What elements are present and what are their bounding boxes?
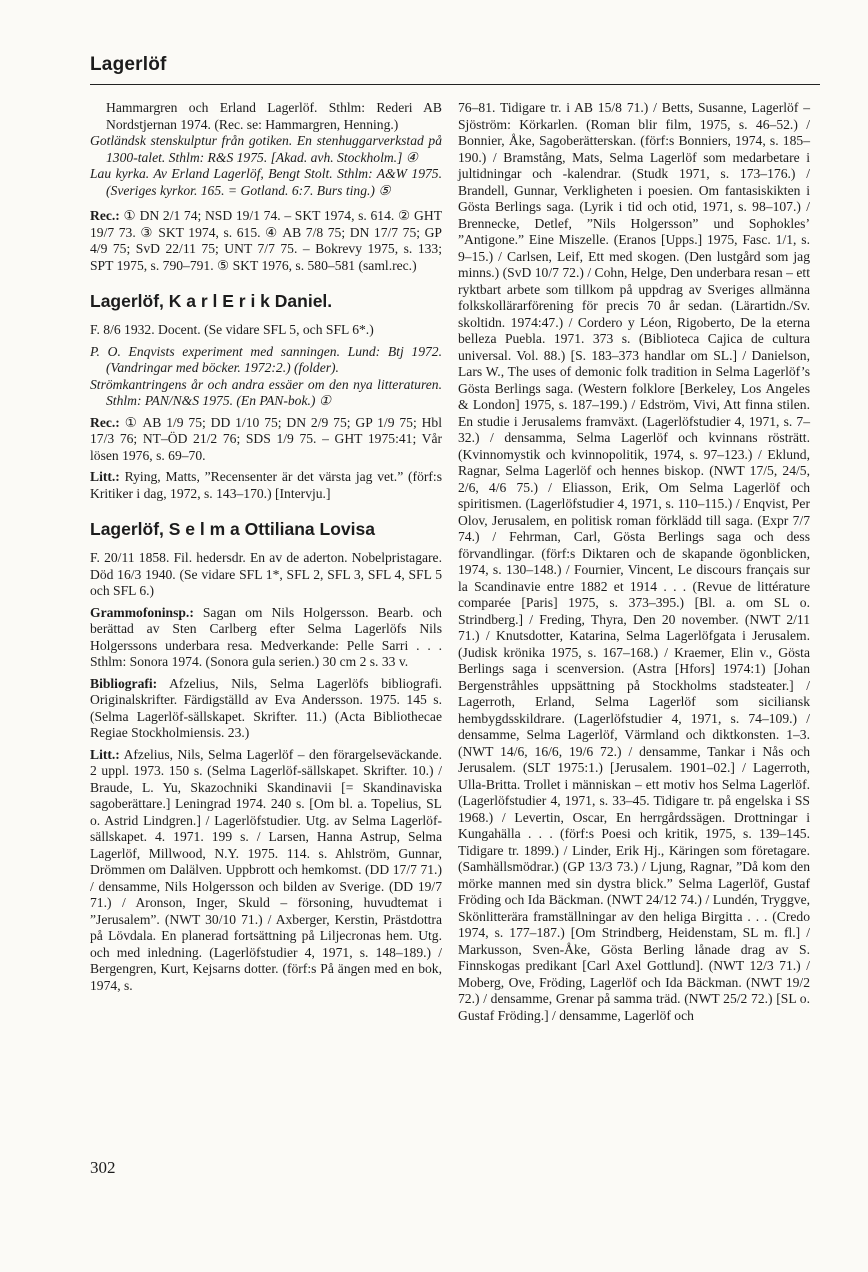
litt-block-selma [90, 747, 442, 995]
work-entry-gotlandsk: Gotländsk stenskulptur från gotiken. En stenhuggarverkstad på 1300-talet. Sthlm: R&S 1975. [Akad. avh. Stockholm.] ④ [90, 133, 442, 165]
work-entry-enqvist: P. O. Enqvists experiment med sanningen. Lund: Btj 1972. (Vandringar med böcker. 1972:2.) (folder). [90, 343, 442, 375]
spacer [90, 199, 442, 208]
rec-block-karl-erik [90, 415, 442, 465]
litt-text: Rying, Matts, ”Recensenter är det värsta jag vet.” (förf:s Kritiker i dag, 1972, s. 143–170.) [Intervju.] [90, 469, 442, 501]
rec-text: ① AB 1/9 75; DD 1/10 75; DN 2/9 75; GP 1/9 75; Hbl 17/3 76; NT–ÖD 21/2 76; SDS 1/9 75. – GHT 1975:41; Vår lösen 1976, s. 69–70. [90, 414, 442, 463]
bibl-block-selma [90, 676, 442, 742]
continuation-entry: Hammargren och Erland Lagerlöf. Sthlm: Rederi AB Nordstjernan 1974. (Rec. se: Hammargren, Henning.) [106, 100, 442, 132]
rec-text: ① DN 2/1 74; NSD 19/1 74. – SKT 1974, s. 614. ② GHT 19/7 73. ③ SKT 1974, s. 615. ④ AB 7/8 75; DN 17/7 75; GP 4/9 75; SvD 22/11 75; UNT 7/7 75. – Bokrevy 1975, s. 133; SPT 1975, s. 790–791. ⑤ SKT 1976, s. 580–581 (saml.rec.) [90, 208, 442, 273]
right-column [458, 100, 810, 1024]
litt-continuation: 76–81. Tidigare tr. i AB 15/8 71.) / Betts, Susanne, Lagerlöf – Sjöström: Körkarlen. (Roman blir film, 1975, s. 46–52.) / Bonnier, Åke, Sagoberätterskan. (förf:s Bonniers, 1974, s. 185–190.) / Bramstång, Mats, Selma Lagerlöf som medarbetare i jultidningar och -kalendrar. (Studk 1971, s. 173–176.) / Brandell, Gunnar, Verkligheten i poesien. Om fantasiskikten i Gösta Berlings saga. (Lyrik i tid och otid, 1971, s. 98–107.) / Brennecke, Detlef, ”Nils Holgersson” und Sophokles’ ”Antigone.” Eine Miszelle. (Eranos [Upps.] 1975, Fasc. 1/1, s. 9–15.) / Carlsen, Leif, Ett med skogen. (Den lustgård som jag minns.) (SvD 10/7 72.) / Cohn, Helge, Den underbara resan – ett ryktbart arbete som tillkom på uppdrag av Sveriges allmänna folkskollärarförening för precis 70 år sedan. (Lärartidn./Sv. skoltidn. 1974:47.) / Cordero y Léon, Rigoberto, De la eterna belleza Puebla. 1971. 373 s. (Biblioteca Cajica de cultura universal. Vol. 88.) [S. 183–373 handlar om SL.] / Danielson, Lars W., The uses of demonic folk tradition in Selma Lagerlöf’s Gösta Berlings saga. (Western folklore [Berkeley, Los Angeles & London] 1975, s. 187–199.) / Edström, Vivi, Att finna stilen. En studie i Jerusalems framväxt. (Lagerlöfstudier 4, 1971, s. 7–32.) / densamma, Selma Lagerlöf och kvinnans rösträtt. (Kvinnomystik och kvinnopolitik, 1974, s. 97–123.) / Eklund, Ragnar, Selma Lagerlöf och hennes biskop. (NWT 17/5, 24/5, 2/6, 4/6 75.) / Eliasson, Erik, Om Selma Lagerlöf och spiritismen. (Lagerlöfstudier 4, 1971, s. 110–115.) / Enqvist, Per Olov, Jerusalem, en politisk roman förklädd till saga. (Expr 7/7 74.) / Fehrman, Carl, Gösta Berlings saga och dess förvandlingar. (förf:s Diktaren och de skapande ögonblicken, 1974, s. 130–148.) / Fournier, Vincent, Le discours français sur la Scandinavie entre 1882 et 1914 . . . (Revue de littérature comparée [Paris] 1975, s. 373–395.) [Bl. a. om SL o. Strindberg.] / Freding, Thyra, Den 20 november. (NWT 2/11 71.) / Knutsdotter, Katarina, Selma Lagerlöfgata i Jerusalem. (Judisk krönika 1975, s. 167–168.) / Kraemer, Elin v., Gösta Berlings saga i scenversion. (Astra [Hfors] 1974:1) [Johan Bergenstråhles uppsättning på Stockholms stadsteater.] / Lagerroth, Erland, Selma Lagerlöf som siciliansk hembygdsskildrare. (Lagerlöfstudier 4, 1971, s. 74–109.) / densamme, Selma Lagerlöf, Värmland och diktkonsten. 1–3. (NWT 14/6, 16/6, 19/6 72.) / densamme, Tankar i Nås och Jerusalem. (SLT 1975:1.) [Jerusalem. 1901–02.] / Lagerroth, Ulla-Britta. Trollet i människan – ett motiv hos Selma Lagerlöf. (Lagerlöfstudier 4, 1971, s. 33–45. Tidigare tr. på engelska i SS 1968.) / Levertin, Oscar, En herrgårdssägen. Drottningar i Kungahälla . . . (förf:s Poesi och kritik, 1975, s. 139–145. Tidigare tr. 1899.) / Linder, Erik Hj., Käringen som företagare. (Samhällsmödrar.) (GP 13/3 73.) / Ljung, Ragnar, ”Då kom den mörke mannen med sin dystra blick.” Selma Lagerlöf, Gustaf Fröding och Ida Bäckman. (NWT 24/12 74.) / Lundén, Tryggve, Skönlitterära framställningar av den heliga Birgitta . . . (Credo 1974, s. 177–187.) [Om Strindberg, Heidenstam, SL m. fl.] / Markusson, Sven-Åke, Gösta Berling lånade drag av S. Finnskogas predikant [Carl Axel Gottlund]. (NWT 12/3 71.) / Moberg, Ove, Fröding, Lagerlöf och Ida Bäckman. (NWT 19/2 72.) / densamme, Grenar på samma träd. (NWT 25/2 72.) [SL o. Gustaf Fröding.] / densamme, Lagerlöf och [458, 100, 810, 1023]
page-header-title: Lagerlöf [90, 54, 167, 75]
entry-heading-selma: Lagerlöf, S e l m a Ottiliana Lovisa [90, 519, 375, 539]
gram-text: Sagan om Nils Holgersson. Bearb. och berättad av Sten Carlberg efter Selma Lagerlöfs Nils Holgerssons underbara resa. Medverkande: Pelle Sarri . . . Sthlm: Sonora 1974. (Sonora gula serien.) 30 cm 2 s. 33 v. [90, 604, 442, 669]
gram-label: Grammofoninsp.: [90, 604, 194, 620]
litt-block-karl-erik [90, 469, 442, 502]
rec-block-erland [90, 208, 442, 274]
left-column [90, 100, 442, 994]
rec-label: Rec.: [90, 414, 120, 430]
litt-text: Afzelius, Nils, Selma Lagerlöf – den förargelseväckande. 2 uppl. 1973. 150 s. (Selma Lagerlöf-sällskapet. Skrifter. 10.) / Braude, L. Yu, Skazochniki Skandinavii [= Skandinaviska sagoberättare.] Leningrad 1974. 240 s. [Om bl. a. Topelius, SL o. Astrid Lindgren.] / Lagerlöfstudier. Utg. av Selma Lagerlöf-sällskapet. 4. 1971. 199 s. / Larsen, Hanna Astrup, Selma Lagerlöf, Millwood, N.Y. 1975. 114. s. Ahlström, Gunnar, Drömmen om Dalälven. Uppbrott och hemkomst. (DD 17/7 71.) / densamme, Nils Holgersson och bilden av Sverige. (DD 19/7 71.) / Aronson, Inger, Skuld – försoning, huvudtemat i ”Jerusalem”. (NWT 30/10 71.) / Axberger, Kerstin, Prästdottra på Lövdala. En planerad fortsättning på Liljecronas hem. Utg. och med inledning. (Lagerlöfstudier 4, 1971, s. 148–189.) / Bergengren, Kurt, Kejsarns dotter. (förf:s På ängen med en bok, 1974, s. [90, 746, 442, 993]
page-number: 302 [90, 1158, 116, 1177]
bibl-label: Bibliografi: [90, 675, 158, 691]
header-rule [90, 84, 820, 85]
rec-label: Rec.: [90, 208, 120, 223]
bio-karl-erik: F. 8/6 1932. Docent. (Se vidare SFL 5, och SFL 6*.) [90, 322, 374, 337]
litt-label: Litt.: [90, 469, 120, 484]
work-entry-lau-kyrka: Lau kyrka. Av Erland Lagerlöf, Bengt Stolt. Sthlm: A&W 1975. (Sveriges kyrkor. 165. = Gotland. 6:7. Burs ting.) ⑤ [90, 166, 442, 198]
entry-heading-karl-erik: Lagerlöf, K a r l E r i k Daniel. [90, 291, 333, 311]
litt-label: Litt.: [90, 746, 120, 762]
work-entry-stromkantringens: Strömkantringens år och andra essäer om den nya litteraturen. Sthlm: PAN/N&S 1975. (En PAN-bok.) ① [90, 376, 442, 408]
bibl-text: Afzelius, Nils, Selma Lagerlöfs bibliografi. Originalskrifter. Färdigställd av Eva Andersson. 1975. 145 s. (Selma Lagerlöf-sällskapet. Skrifter. 11.) (Acta Bibliothecae Regiae Stockholmiensis. 23.) [90, 675, 442, 740]
gram-block-selma [90, 605, 442, 671]
bio-selma: F. 20/11 1858. Fil. hedersdr. En av de aderton. Nobelpristagare. Död 16/3 1940. (Se vidare SFL 1*, SFL 2, SFL 3, SFL 4, SFL 5 och SFL 6.) [90, 550, 442, 598]
